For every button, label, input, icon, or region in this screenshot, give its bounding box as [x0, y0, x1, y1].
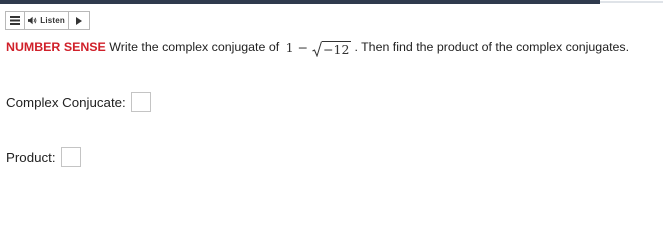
- square-root: [312, 41, 351, 57]
- question-text-after: . Then find the product of the complex conjugates.: [354, 40, 630, 54]
- radical-sign-icon: [312, 41, 322, 57]
- top-divider: [0, 0, 600, 4]
- conjugate-row: [6, 92, 151, 112]
- listen-label: Listen: [40, 16, 65, 25]
- math-radicand: −12: [323, 42, 350, 57]
- math-real-part: 1: [285, 40, 294, 55]
- product-label: Product:: [6, 149, 56, 165]
- conjugate-label: Complex Conjucate:: [6, 94, 126, 110]
- top-divider-fade: [600, 1, 663, 3]
- product-row: [6, 147, 81, 167]
- math-expression: [286, 39, 352, 57]
- play-icon: [76, 17, 82, 25]
- product-answer-box[interactable]: [61, 147, 81, 167]
- menu-button[interactable]: [6, 12, 25, 29]
- question-text-before: Write the complex conjugate of: [109, 40, 280, 54]
- hamburger-menu-icon: [10, 16, 20, 25]
- conjugate-answer-box[interactable]: [131, 92, 151, 112]
- question-label: NUMBER SENSE: [6, 40, 106, 54]
- speaker-icon: [28, 16, 37, 25]
- read-aloud-toolbar: [5, 11, 90, 30]
- listen-button[interactable]: [25, 12, 69, 29]
- question-prompt: [6, 38, 629, 57]
- play-button[interactable]: [69, 12, 89, 29]
- math-operator: −: [297, 40, 309, 55]
